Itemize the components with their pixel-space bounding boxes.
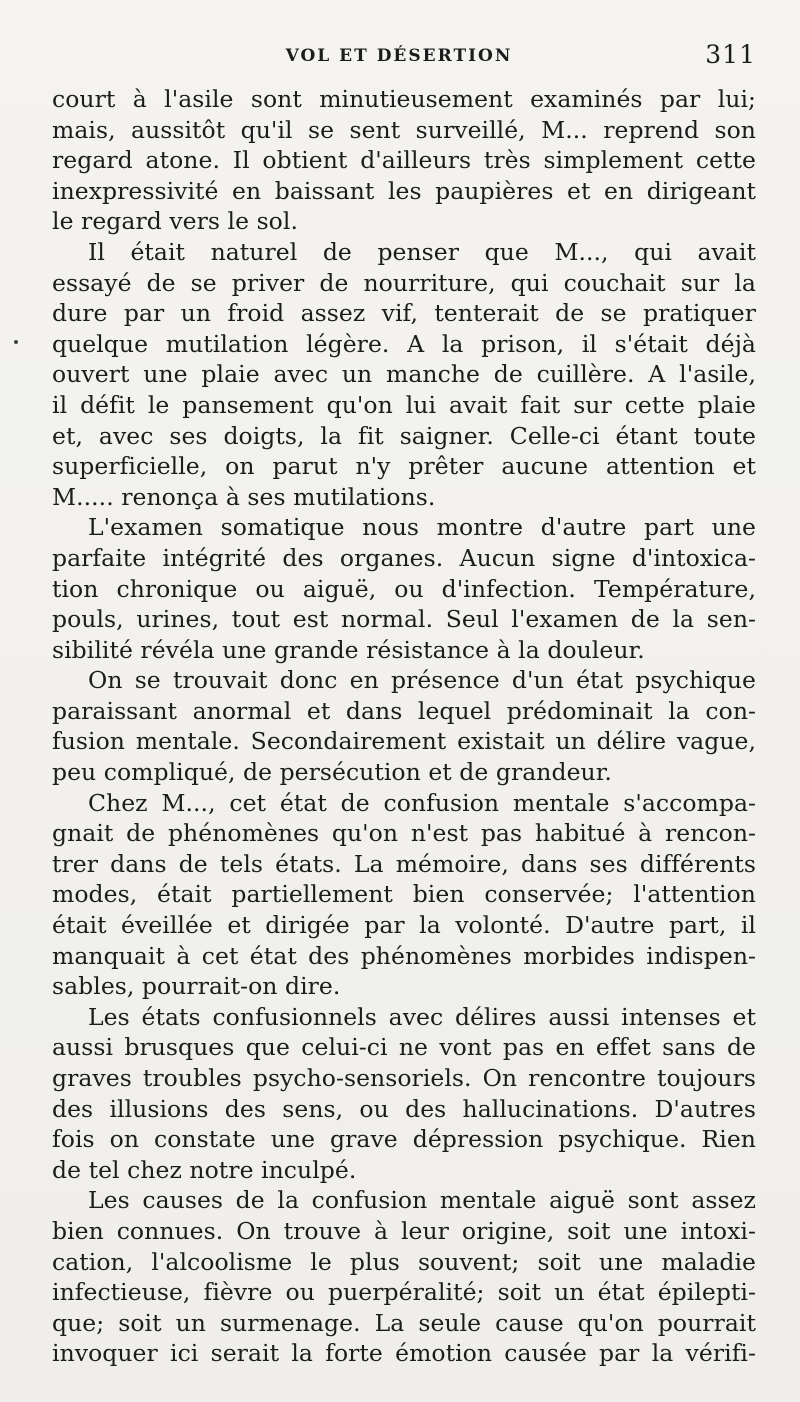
page-number: 311 [705, 40, 756, 69]
text-line: que; soit un surmenage. La seule cause qu'on pourrait [52, 1308, 756, 1337]
text-line: essayé de se priver de nourriture, qui couchait sur la [52, 268, 756, 297]
text-line: M..... renonça à ses mutilations. [52, 482, 436, 511]
text-line: invoquer ici serait la forte émotion causée par la vérifi- [52, 1339, 756, 1368]
text-line: et, avec ses doigts, la fit saigner. Celle-ci étant toute [52, 421, 756, 450]
text-line: le regard vers le sol. [52, 207, 298, 236]
text-line: il défit le pansement qu'on lui avait fait sur cette plaie [52, 390, 756, 419]
text-line: était éveillée et dirigée par la volonté. D'autre part, il [52, 911, 756, 940]
text-line: Les états confusionnels avec délires aussi intenses et [88, 1002, 756, 1031]
text-line: peu compliqué, de persécution et de grandeur. [52, 758, 612, 787]
text-line: de tel chez notre inculpé. [52, 1155, 357, 1184]
text-line: paraissant anormal et dans lequel prédominait la con- [52, 696, 756, 725]
text-line: Il était naturel de penser que M..., qui avait [88, 237, 756, 266]
text-line: gnait de phénomènes qu'on n'est pas habitué à rencon- [52, 819, 756, 848]
text-line: ouvert une plaie avec un manche de cuillère. A l'asile, [52, 360, 756, 389]
text-line: fois on constate une grave dépression psychique. Rien [52, 1125, 756, 1154]
text-line: manquait à cet état des phénomènes morbides indispen- [52, 941, 756, 970]
text-line: L'examen somatique nous montre d'autre part une [88, 513, 756, 542]
text-line: infectieuse, fièvre ou puerpéralité; soit un état épilepti- [52, 1278, 756, 1307]
text-line: trer dans de tels états. La mémoire, dans ses différents [52, 849, 756, 878]
text-line: modes, était partiellement bien conservée; l'attention [52, 880, 756, 909]
ink-speck [14, 340, 18, 344]
text-line: tion chronique ou aiguë, ou d'infection. Température, [52, 574, 756, 603]
text-line: des illusions des sens, ou des hallucinations. D'autres [52, 1094, 756, 1123]
text-line: dure par un froid assez vif, tenterait de se pratiquer [52, 299, 756, 328]
body-text [52, 84, 756, 1369]
text-line: regard atone. Il obtient d'ailleurs très simplement cette [52, 146, 756, 175]
text-line: sables, pourrait-on dire. [52, 972, 341, 1001]
text-line: court à l'asile sont minutieusement examinés par lui; [52, 85, 756, 113]
text-line: On se trouvait donc en présence d'un état psychique [88, 666, 756, 695]
text-line: cation, l'alcoolisme le plus souvent; soit une maladie [52, 1247, 756, 1276]
running-head [42, 40, 756, 84]
text-line: bien connues. On trouve à leur origine, soit une intoxi- [52, 1216, 756, 1245]
text-line: parfaite intégrité des organes. Aucun signe d'intoxica- [52, 543, 756, 572]
text-line: Les causes de la confusion mentale aiguë sont assez [88, 1186, 756, 1215]
text-line: inexpressivité en baissant les paupières et en dirigeant [52, 176, 756, 205]
text-line: sibilité révéla une grande résistance à la douleur. [52, 635, 645, 664]
running-title: VOL ET DÉSERTION [285, 46, 513, 66]
text-line: pouls, urines, tout est normal. Seul l'examen de la sen- [52, 605, 756, 634]
text-line: quelque mutilation légère. A la prison, il s'était déjà [52, 329, 756, 358]
text-line: fusion mentale. Secondairement existait un délire vague, [52, 727, 756, 756]
text-line: mais, aussitôt qu'il se sent surveillé, M... reprend son [52, 115, 756, 144]
text-line: aussi brusques que celui-ci ne vont pas en effet sans de [52, 1033, 756, 1062]
text-line: superficielle, on parut n'y prêter aucune attention et [52, 452, 756, 481]
text-line: graves troubles psycho-sensoriels. On rencontre toujours [52, 1064, 756, 1092]
text-line: Chez M..., cet état de confusion mentale s'accompa- [88, 788, 756, 817]
